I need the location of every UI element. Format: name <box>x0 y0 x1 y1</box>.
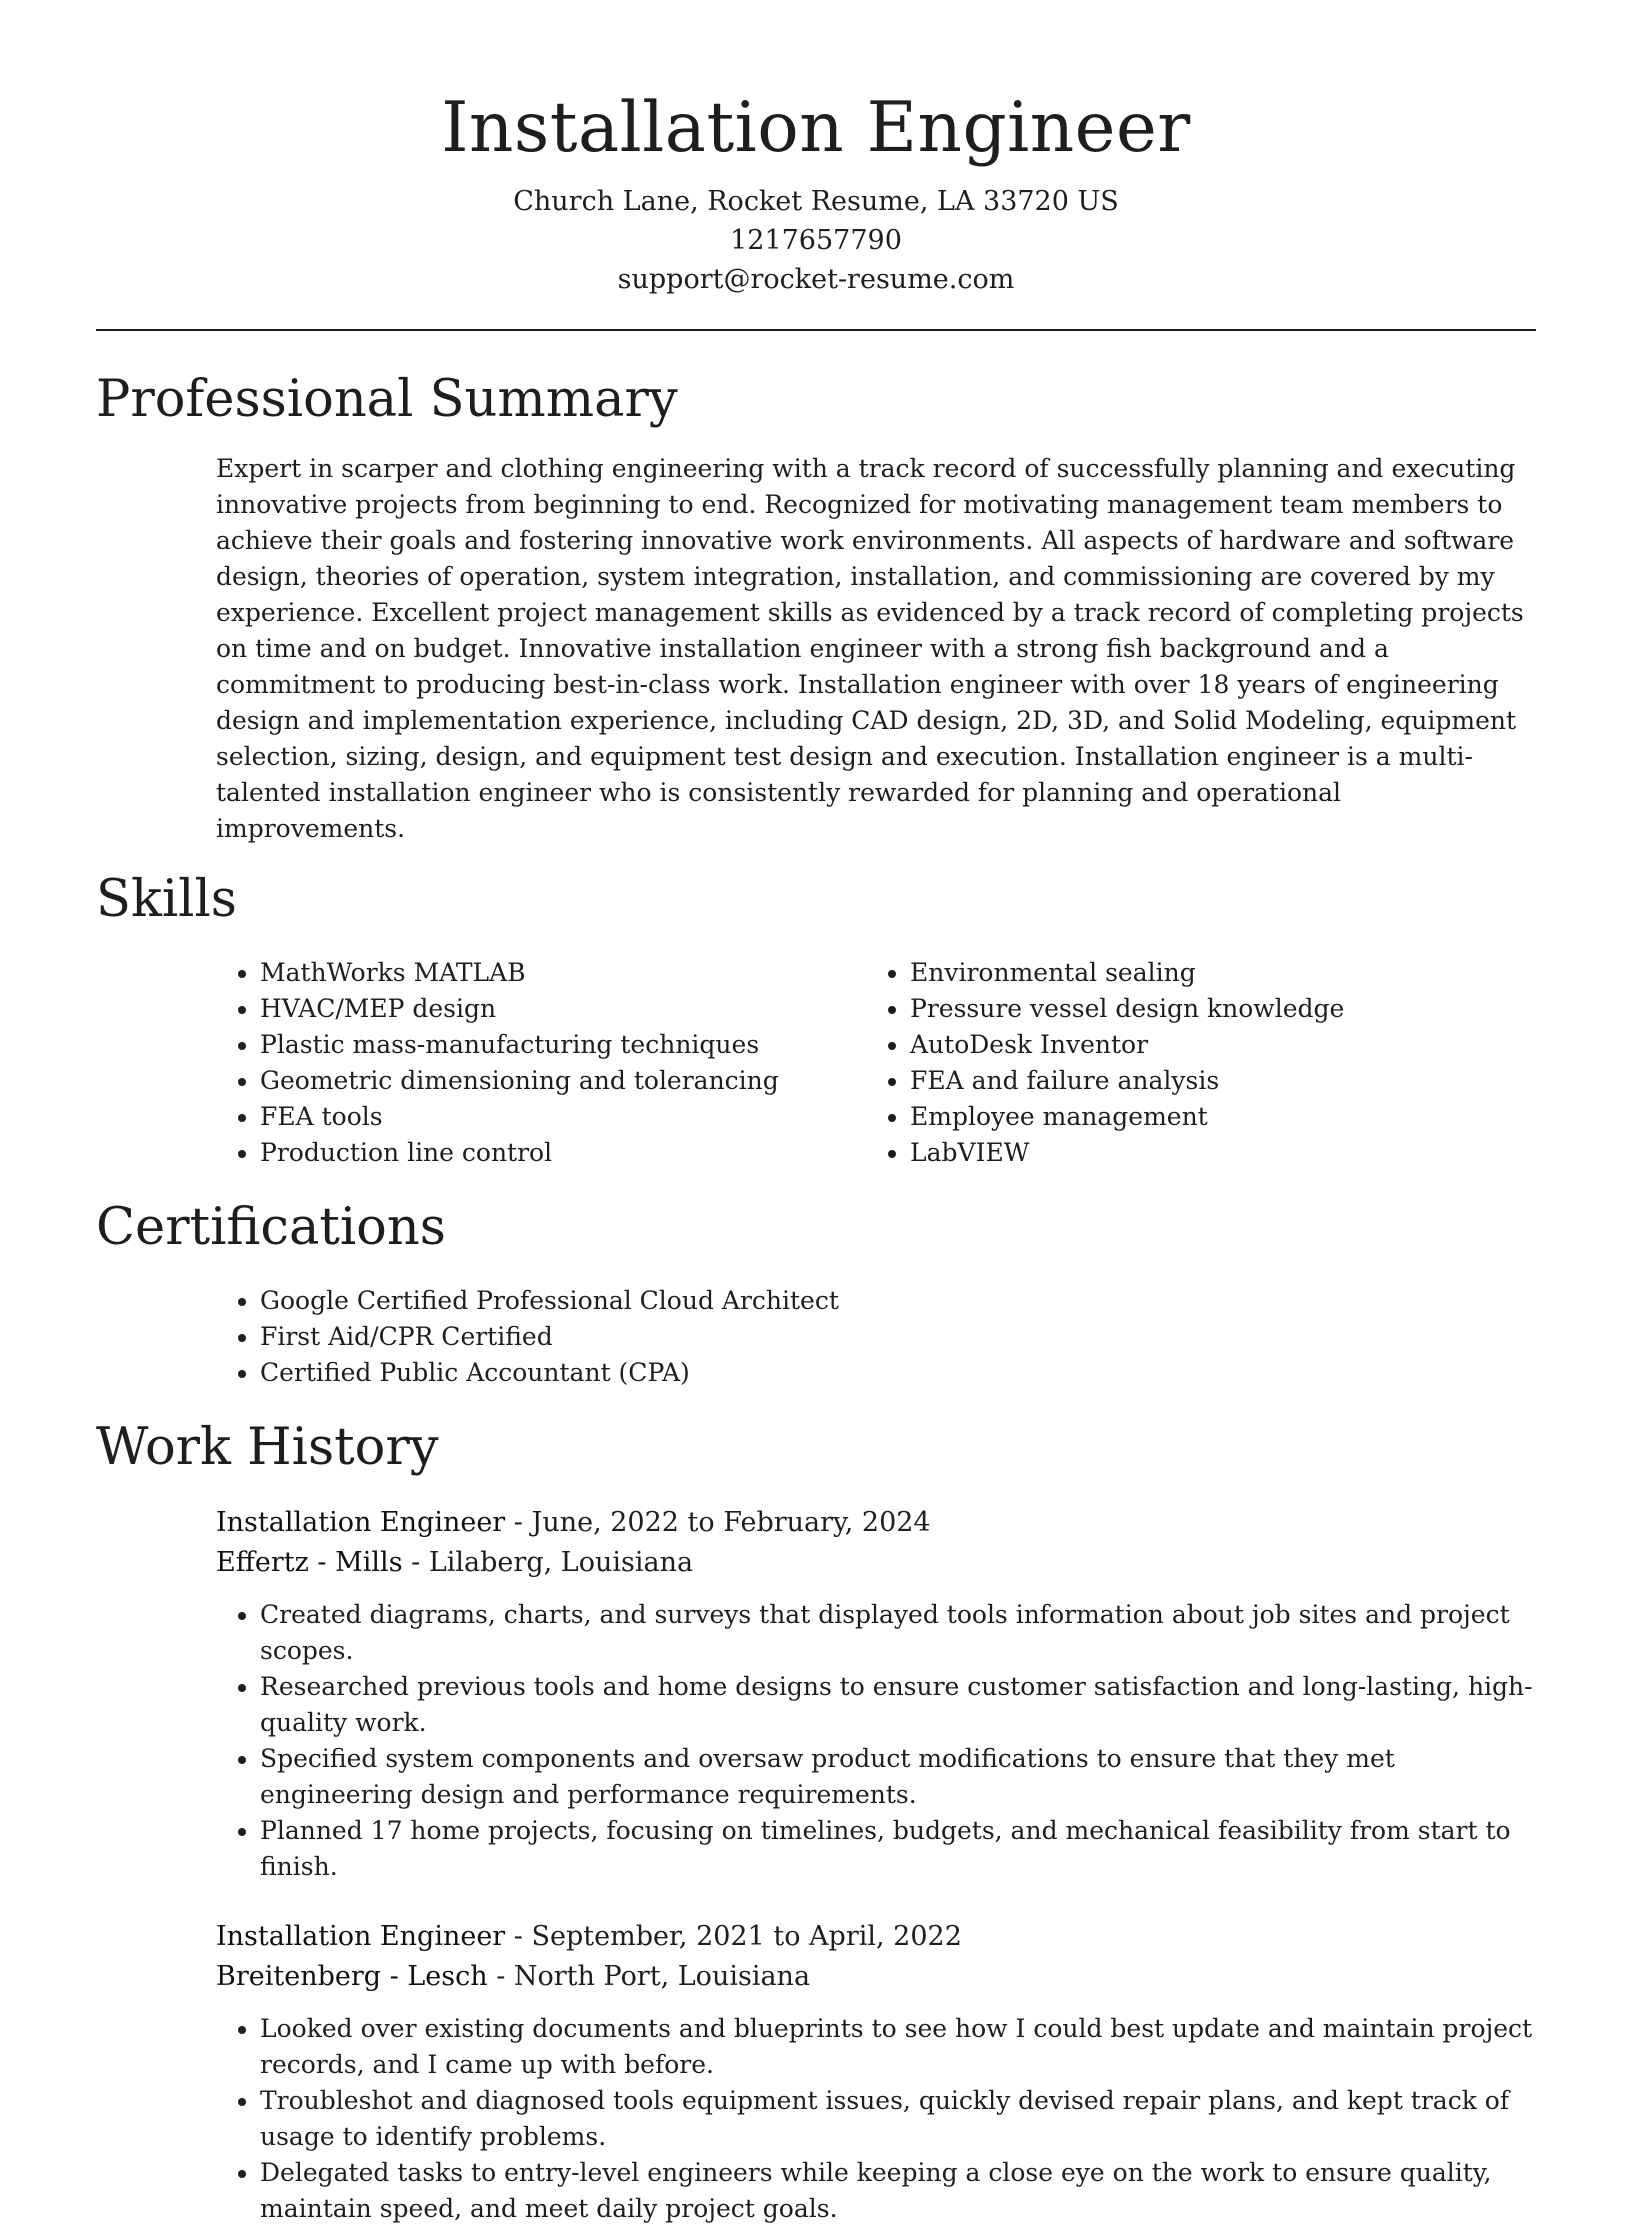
job-entry <box>216 1503 1536 1885</box>
certifications-section <box>96 1195 1536 1391</box>
job-company: Breitenberg - Lesch <box>216 1961 488 1992</box>
certifications-list <box>216 1283 1536 1391</box>
job-bullets <box>216 1597 1536 1885</box>
job-company-line <box>216 1957 1536 1997</box>
certification-item: • Certified Public Accountant (CPA) <box>260 1355 1536 1391</box>
skills-columns <box>216 955 1536 1171</box>
skill-item: • LabVIEW <box>910 1135 1516 1171</box>
skill-item: • FEA tools <box>260 1099 866 1135</box>
job-entry <box>216 1917 1536 2227</box>
skill-item: • Pressure vessel design knowledge <box>910 991 1516 1027</box>
skill-item: • AutoDesk Inventor <box>910 1027 1516 1063</box>
skill-item: • Employee management <box>910 1099 1516 1135</box>
job-location: - Lilaberg, Louisiana <box>402 1547 694 1578</box>
job-bullets <box>216 2011 1536 2227</box>
resume-name: Installation Engineer <box>441 88 1191 168</box>
certification-item: • Google Certified Professional Cloud Architect <box>260 1283 1536 1319</box>
contact-phone: 1217657790 <box>730 225 902 256</box>
contact-info <box>96 182 1536 299</box>
job-dates: - June, 2022 to February, 2024 <box>505 1507 931 1538</box>
skills-heading: Skills <box>96 870 237 929</box>
contact-email: support@rocket-resume.com <box>617 264 1015 295</box>
job-bullet: • Specified system components and oversaw product modifications to ensure that they met engineering design and performance requirements. <box>260 1741 1536 1813</box>
skill-item: • Production line control <box>260 1135 866 1171</box>
job-bullet: • Troubleshot and diagnosed tools equipment issues, quickly devised repair plans, and kept track of usage to identify problems. <box>260 2083 1536 2155</box>
contact-address: Church Lane, Rocket Resume, LA 33720 US <box>513 186 1119 217</box>
job-bullet: • Created diagrams, charts, and surveys that displayed tools information about job sites and project scopes. <box>260 1597 1536 1669</box>
skill-item: • HVAC/MEP design <box>260 991 866 1027</box>
job-bullet: • Planned 17 home projects, focusing on timelines, budgets, and mechanical feasibility from start to finish. <box>260 1813 1536 1885</box>
summary-heading: Professional Summary <box>96 370 678 429</box>
work-history-section <box>96 1415 1536 2227</box>
job-title: Installation Engineer <box>216 1507 506 1538</box>
job-dates: - September, 2021 to April, 2022 <box>505 1921 962 1952</box>
skill-item: • Plastic mass-manufacturing techniques <box>260 1027 866 1063</box>
certifications-list-wrap <box>216 1283 1536 1391</box>
resume-page <box>96 0 1536 2227</box>
job-location: - North Port, Louisiana <box>487 1961 811 1992</box>
skills-list-left <box>216 955 866 1171</box>
job-bullet: • Delegated tasks to entry-level engineers while keeping a close eye on the work to ensure quality, maintain speed, and meet daily project goals. <box>260 2155 1536 2227</box>
summary-section <box>96 367 1536 847</box>
certifications-heading: Certifications <box>96 1198 446 1257</box>
skills-list-right <box>866 955 1516 1171</box>
job-title-line <box>216 1917 1536 1957</box>
job-title: Installation Engineer <box>216 1921 506 1952</box>
skill-item: • Environmental sealing <box>910 955 1516 991</box>
skill-item: • MathWorks MATLAB <box>260 955 866 991</box>
job-title-line <box>216 1503 1536 1543</box>
job-company: Effertz - Mills <box>216 1547 403 1578</box>
header-divider <box>96 329 1536 331</box>
job-bullet: • Looked over existing documents and blueprints to see how I could best update and maintain project records, and I came up with before. <box>260 2011 1536 2083</box>
certification-item: • First Aid/CPR Certified <box>260 1319 1536 1355</box>
resume-header <box>96 0 1536 299</box>
skills-section <box>96 867 1536 1171</box>
skill-item: • FEA and failure analysis <box>910 1063 1516 1099</box>
job-bullet: • Researched previous tools and home designs to ensure customer satisfaction and long-lasting, high-quality work. <box>260 1669 1536 1741</box>
summary-text: Expert in scarper and clothing engineering with a track record of successfully planning and executing innovative projects from beginning to end. Recognized for motivating management team members to achieve their goals and fostering innovative work environments. All aspects of hardware and software design, theories of operation, system integration, installation, and commissioning are covered by my experience. Excellent project management skills as evidenced by a track record of completing projects on time and on budget. Innovative installation engineer with a strong fish background and a commitment to producing best-in-class work. Installation engineer with over 18 years of engineering design and implementation experience, including CAD design, 2D, 3D, and Solid Modeling, equipment selection, sizing, design, and equipment test design and execution. Installation engineer is a multi-talented installation engineer who is consistently rewarded for planning and operational improvements. <box>216 454 1524 843</box>
work-history-heading: Work History <box>96 1418 439 1477</box>
skill-item: • Geometric dimensioning and tolerancing <box>260 1063 866 1099</box>
job-company-line <box>216 1543 1536 1583</box>
